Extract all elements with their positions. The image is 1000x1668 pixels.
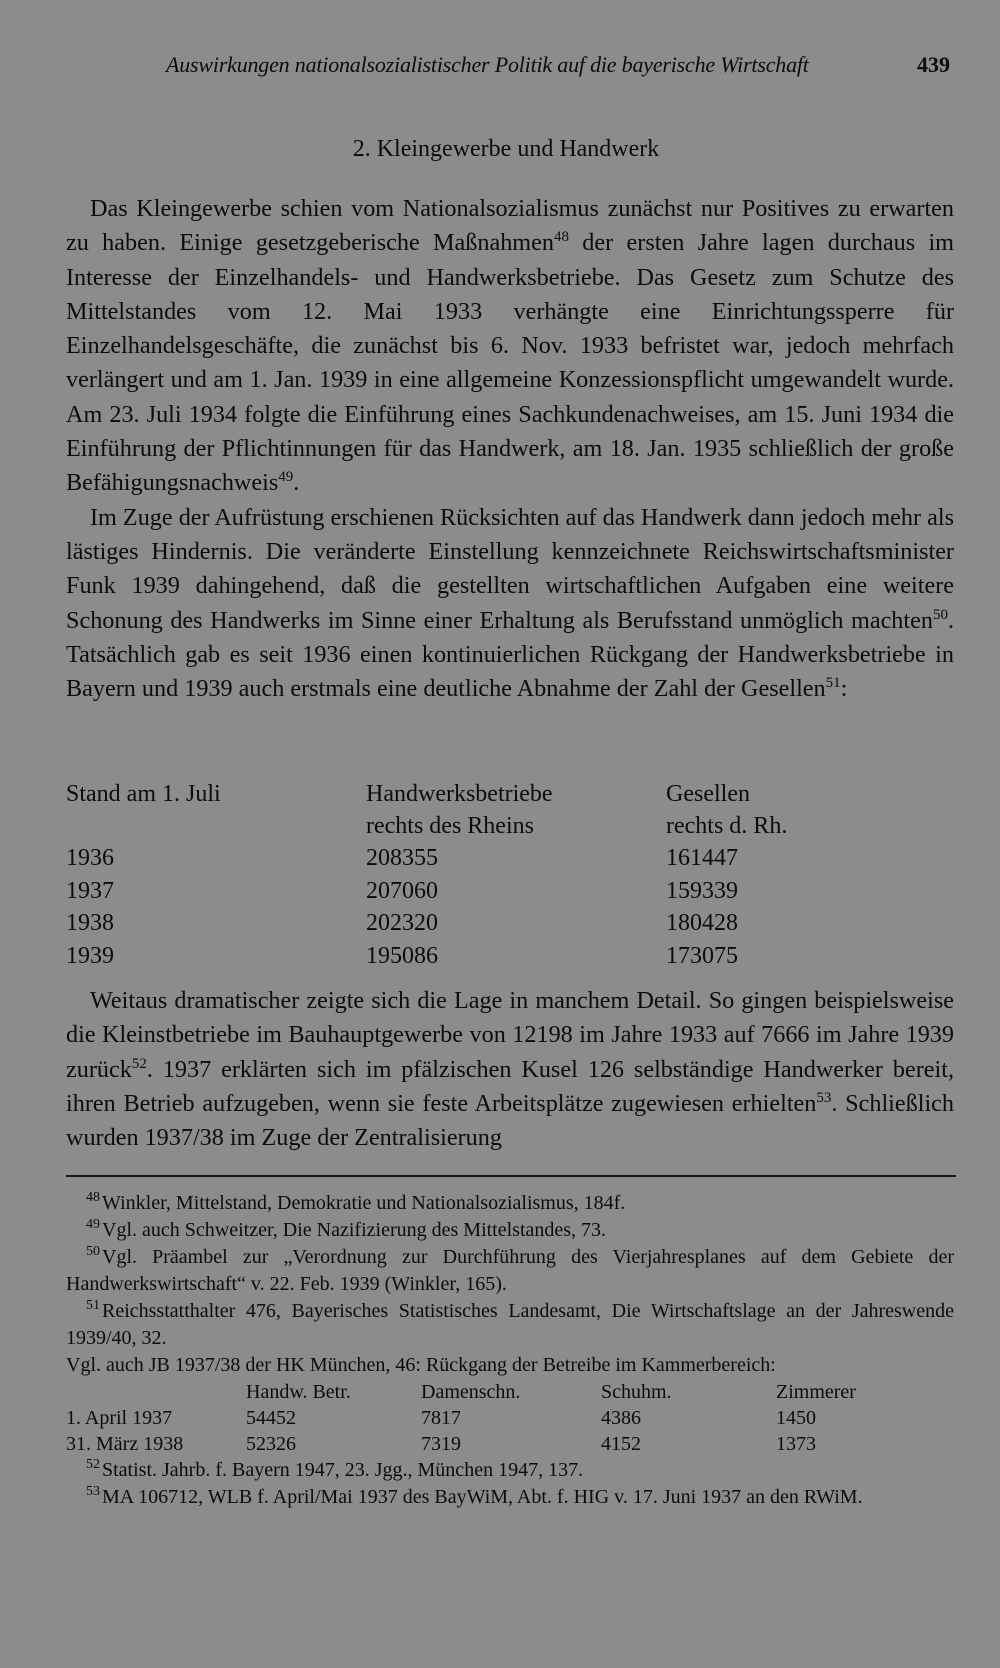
footnote-ref: 52 xyxy=(131,1055,147,1072)
table-cell: 208355 xyxy=(366,845,438,871)
paragraph-2 xyxy=(66,501,954,707)
footnote-number: 52 xyxy=(86,1457,100,1473)
table-cell: 1450 xyxy=(776,1407,816,1429)
footnote-51 xyxy=(66,1298,954,1352)
table-cell: 202320 xyxy=(366,910,438,936)
footnote-50 xyxy=(66,1244,954,1298)
table-cell: 1373 xyxy=(776,1433,816,1455)
table-cell: 4152 xyxy=(601,1433,641,1455)
paragraph-text: . Tatsächlich gab es seit 1936 einen kontinuierlichen Rückgang der Handwerksbetriebe in Bayern und 1939 auch erstmals eine deutliche Abnahme der Zahl der Gesellen xyxy=(66,606,954,703)
table-row xyxy=(66,1405,954,1431)
table-row xyxy=(66,907,954,940)
footnote-ref: 49 xyxy=(278,469,294,486)
table-row xyxy=(66,875,954,908)
table-row xyxy=(66,940,954,973)
footnotes xyxy=(66,1190,954,1511)
footnote-ref: 51 xyxy=(825,675,841,692)
table-cell: 159339 xyxy=(666,877,738,904)
table-header-row xyxy=(66,1379,954,1405)
table-header-cell: Zimmerer xyxy=(776,1381,856,1403)
body-text-upper xyxy=(66,192,954,706)
table-header-row xyxy=(66,778,954,842)
craft-statistics-table xyxy=(66,778,954,972)
paragraph-text: . 1937 erklärten sich im pfälzischen Kusel 126 selbständige Handwerker bereit, ihren Betrieb aufzugeben, wenn sie feste Arbeitsplätze zugewiesen erhielten xyxy=(66,1055,954,1117)
header-line: rechts d. Rh. xyxy=(666,813,788,839)
footnote-text: Reichsstatthalter 476, Bayerisches Statistisches Landesamt, Die Wirtschaftslage an der Jahreswende 1939/40, 32. xyxy=(66,1300,954,1349)
footnote-number: 53 xyxy=(86,1484,100,1500)
paragraph-3 xyxy=(66,984,954,1155)
table-cell: 195086 xyxy=(366,942,438,969)
table-row xyxy=(66,1431,954,1457)
table-cell: 207060 xyxy=(366,877,438,904)
footnote-ref: 50 xyxy=(932,606,948,623)
table-header-cell: Damenschn. xyxy=(421,1381,521,1403)
footnote-51-continuation: Vgl. auch JB 1937/38 der HK München, 46: Rückgang der Betreibe im Kammerbereich: xyxy=(66,1354,776,1376)
table-header-cell: Handw. Betr. xyxy=(246,1381,351,1403)
footnote-text: MA 106712, WLB f. April/Mai 1937 des BayWiM, Abt. f. HIG v. 17. Juni 1937 an den RWiM. xyxy=(102,1486,863,1508)
table-cell: 4386 xyxy=(601,1407,641,1429)
section-title: 2. Kleingewerbe und Handwerk xyxy=(352,136,660,162)
footnote-divider xyxy=(66,1175,956,1177)
table-header-cell xyxy=(366,778,666,842)
table-cell: 52326 xyxy=(246,1433,296,1455)
paragraph-text: Das Kleingewerbe schien vom Nationalsozialismus zunächst nur Positives zu erwarten zu haben. Einige gesetzgeberische Maßnahmen xyxy=(66,195,954,257)
table-header-cell: Schuhm. xyxy=(601,1381,672,1403)
table-cell: 1936 xyxy=(66,845,114,871)
table-cell: 1937 xyxy=(66,877,114,904)
paragraph-text: Weitaus dramatischer zeigte sich die Lage in manchem Detail. So gingen beispielsweise die Kleinstbetriebe im Bauhauptgewerbe von 12198 im Jahre 1933 auf 7666 im Jahre 1939 zurück xyxy=(66,987,954,1083)
table-cell: 7319 xyxy=(421,1433,461,1455)
table-cell: 1. April 1937 xyxy=(66,1407,173,1429)
footnote-51-table xyxy=(66,1379,954,1457)
table-cell: 7817 xyxy=(421,1407,461,1429)
table-cell: 180428 xyxy=(666,910,738,936)
table-cell: 54452 xyxy=(246,1407,296,1429)
footnote-number: 49 xyxy=(86,1217,100,1233)
footnote-49 xyxy=(66,1217,954,1244)
paragraph-text: . Schließlich wurden 1937/38 im Zuge der Zentralisierung xyxy=(66,1089,954,1152)
header-line: Stand am 1. Juli xyxy=(66,781,221,807)
table-cell: 1939 xyxy=(66,942,114,969)
paragraph-text: der ersten Jahre lagen durchaus im Interesse der Einzelhandels- und Handwerksbetriebe. Das Gesetz zum Schutze des Mittelstandes vom 12. Mai 1933 verhängte eine Einrichtungssperre für Einzelhandelsgeschäfte, die zunächst bis 6. Nov. 1933 befristet war, jedoch mehrfach verlängert und am 1. Jan. 1939 in eine allgemeine Konzessionspflicht umgewandelt wurde. Am 23. Juli 1934 folgte die Einführung eines Sachkundenachweises, am 15. Juni 1934 die Einführung der Pflichtinnungen für das Handwerk, am 18. Jan. 1935 schließlich der große Befähigungsnachweis xyxy=(66,229,954,497)
table-header-cell xyxy=(66,1379,246,1405)
paragraph-text: Im Zuge der Aufrüstung erschienen Rücksichten auf das Handwerk dann jedoch mehr als lästiges Hindernis. Die veränderte Einstellung kennzeichnete Reichswirtschaftsminister Funk 1939 dahingehend, daß die gestellten wirtschaftlichen Aufgaben eine weitere Schonung des Handwerks im Sinne einer Erhaltung als Berufsstand unmöglich machten xyxy=(66,503,954,634)
footnote-number: 48 xyxy=(86,1190,100,1206)
body-text-lower xyxy=(66,984,954,1155)
header-line: Gesellen xyxy=(666,781,750,807)
table-header-cell xyxy=(666,778,954,842)
footnote-text: Winkler, Mittelstand, Demokratie und Nationalsozialismus, 184f. xyxy=(102,1192,626,1214)
footnote-53 xyxy=(66,1484,954,1511)
paragraph-1 xyxy=(66,192,954,501)
footnote-number: 51 xyxy=(86,1298,100,1314)
paragraph-text: . xyxy=(293,469,300,497)
footnote-text: Vgl. Präambel zur „Verordnung zur Durchführung des Vierjahresplanes auf dem Gebiete der Handwerkswirtschaft“ v. 22. Feb. 1939 (Winkler, 165). xyxy=(66,1246,954,1295)
footnote-ref: 48 xyxy=(553,229,569,246)
footnote-52 xyxy=(66,1457,954,1484)
header-line: Handwerksbetriebe xyxy=(366,781,553,807)
table-header-cell xyxy=(66,778,366,842)
footnote-number: 50 xyxy=(86,1244,100,1260)
footnote-text: Vgl. auch Schweitzer, Die Nazifizierung des Mittelstandes, 73. xyxy=(102,1219,607,1241)
running-title: Auswirkungen nationalsozialistischer Politik auf die bayerische Wirtschaft xyxy=(166,52,809,77)
table-cell: 31. März 1938 xyxy=(66,1433,184,1455)
footnote-text: Statist. Jahrb. f. Bayern 1947, 23. Jgg., München 1947, 137. xyxy=(102,1459,584,1481)
header-line: rechts des Rheins xyxy=(366,813,534,839)
table-row xyxy=(66,842,954,875)
footnote-ref: 53 xyxy=(816,1089,832,1106)
paragraph-text: : xyxy=(840,675,848,703)
table-cell: 1938 xyxy=(66,910,114,936)
page-number: 439 xyxy=(917,52,950,77)
table-cell: 173075 xyxy=(666,942,738,969)
footnote-48 xyxy=(66,1190,954,1217)
page-header xyxy=(150,52,950,88)
table-cell: 161447 xyxy=(666,845,738,871)
